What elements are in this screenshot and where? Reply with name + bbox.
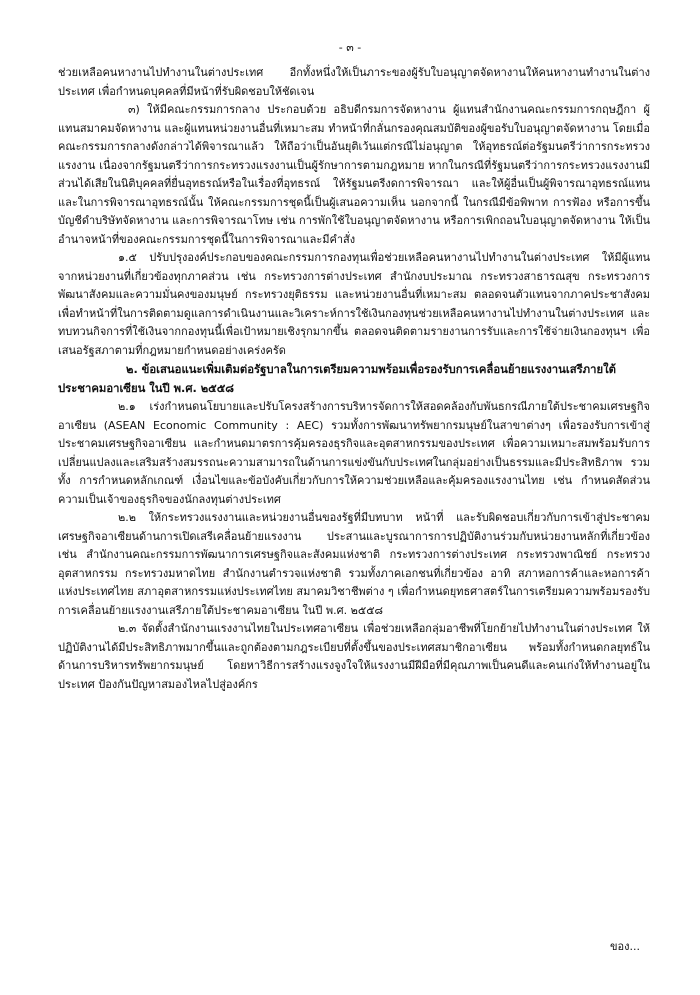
paragraph-2-2: ๒.๒ ให้กระทรวงแรงงานและหน่วยงานอื่นของรัฐที่มีบทบาท หน้าที่ และรับผิดชอบเกี่ยวกับการเข้าสู่ประชาคมเศรษฐกิจอาเซียนด้านการเปิดเสรีเคลื่อนย้ายแรงงาน ประสานและบูรณาการการปฏิบัติงานร่วมกับหน่วยงานหลักที่เกี่ยวข้อง เช่น สำนักงานคณะกรรมการพัฒนาการเศรษฐกิจและสังคมแห่งชาติ กระทรวงการต่างประเทศ กระทรวงพาณิชย์ กระทรวงอุตสาหกรรม กระทรวงมหาดไทย สำนักงานตำรวจแห่งชาติ รวมทั้งภาคเอกชนที่เกี่ยวข้อง อาทิ สภาหอการค้าและหอการค้าแห่งประเทศไทย สภาอุตสาหกรรมแห่งประเทศไทย สมาคมวิชาชีพต่าง ๆ เพื่อกำหนดยุทธศาสตร์ในการเตรียมความพร้อมรองรับการเคลื่อนย้ายแรงงานเสรีภายใต้ประชาคมอาเซียน ในปี พ.ศ. ๒๕๕๘ — [58, 511, 650, 617]
paragraph-2-3: ๒.๓ จัดตั้งสำนักงานแรงงานไทยในประเทศอาเซียน เพื่อช่วยเหลือกลุ่มอาชีพที่โยกย้ายไปทำงานในต่างประเทศ ให้ปฏิบัติงานได้มีประสิทธิภาพมากขึ้นและถูกต้องตามกฎระเบียบที่ตั้งขึ้นของประเทศสมาชิกอาเซียน พร้อมทั้งกำหนดกลยุทธ์ในด้านการบริหารทรัพยากรมนุษย์ โดยหาวิธีการสร้างแรงจูงใจให้แรงงานมีฝีมือที่มีคุณภาพเป็นคนดีและคนเก่งให้ทำงานอยู่ในประเทศ ป้องกันปัญหาสมองไหลไปสู่องค์กร — [58, 622, 650, 691]
section-heading-2: ๒. ข้อเสนอแนะเพิ่มเติมต่อรัฐบาลในการเตรียมความพร้อมเพื่อรองรับการเคลื่อนย้ายแรงงานเสรีภายใต้ประชาคมอาเซียน ในปี พ.ศ. ๒๕๕๘ — [58, 363, 616, 395]
paragraph-2-1: ๒.๑ เร่งกำหนดนโยบายและปรับโครงสร้างการบริหารจัดการให้สอดคล้องกับพันธกรณีภายใต้ประชาคมเศรษฐกิจอาเซียน (ASEAN Economic Community : AEC) รวมทั้งการพัฒนาทรัพยากรมนุษย์ในสาขาต่างๆ เพื่อรองรับการเข้าสู่ประชาคมเศรษฐกิจอาเซียน และกำหนดมาตรการคุ้มครองธุรกิจและอุตสาหกรรมของประเทศ เพื่อความเหมาะสมพร้อมรับการเปลี่ยนแปลงและเสริมสร้างสมรรถนะความสามารถในด้านการแข่งขันกับประเทศในกลุ่มอย่างเป็นธรรมและมีประสิทธิภาพ รวมทั้ง การกำหนดหลักเกณฑ์ เงื่อนไขและข้อบังคับเกี่ยวกับการให้ความช่วยเหลือและคุ้มครองแรงงานไทย เช่น กำหนดสัดส่วนความเป็นเจ้าของธุรกิจของนักลงทุนต่างประเทศ — [58, 400, 650, 506]
document-body — [58, 64, 650, 694]
paragraph-1-5: ๑.๕ ปรับปรุงองค์ประกอบของคณะกรรมการกองทุนเพื่อช่วยเหลือคนหางานไปทำงานในต่างประเทศ ให้มีผู้แทนจากหน่วยงานที่เกี่ยวข้องทุกภาคส่วน เช่น กระทรวงการต่างประเทศ สำนักงบประมาณ กระทรวงสาธารณสุข กระทรวงการพัฒนาสังคมและความมั่นคงของมนุษย์ กระทรวงยุติธรรม และหน่วยงานอื่นที่เหมาะสม ตลอดจนตัวแทนจากภาคประชาสังคม เพื่อทำหน้าที่ในการติดตามดูแลการดำเนินงานและวิเคราะห์การใช้เงินกองทุนช่วยเหลือคนหางานไปทำงานในต่างประเทศ และทบทวนกิจการที่ใช้เงินจากกองทุนนี้เพื่อเป้าหมายเชิงรุกมากขึ้น ตลอดจนติดตามรายงานการรับและการใช้จ่ายเงินกองทุนฯ เพื่อเสนอรัฐสภาตามที่กฎหมายกำหนดอย่างเคร่งครัด — [58, 251, 650, 357]
paragraph-top: ช่วยเหลือคนหางานไปทำงานในต่างประเทศ อีกทั้งหนึ่งให้เป็นภาระของผู้รับใบอนุญาตจัดหางานให้คนหางานทำงานในต่างประเทศ เพื่อกำหนดบุคคลที่มีหน้าที่รับผิดชอบให้ชัดเจน — [58, 66, 650, 98]
continuation-marker: ของ... — [610, 940, 640, 953]
paragraph-item-3: ๓) ให้มีคณะกรรมการกลาง ประกอบด้วย อธิบดีกรมการจัดหางาน ผู้แทนสำนักงานคณะกรรมการกฤษฎีกา ผู้แทนสมาคมจัดหางาน และผู้แทนหน่วยงานอื่นที่เหมาะสม ทำหน้าที่กลั่นกรองคุณสมบัติของผู้ขอรับใบอนุญาตจัดหางาน โดยเมื่อคณะกรรมการกลางดังกล่าวได้พิจารณาแล้ว ให้ถือว่าเป็นอันยุติเว้นแต่กรณีไม่อนุญาต ให้อุทธรณ์ต่อรัฐมนตรีว่าการกระทรวงแรงงาน เนื่องจากรัฐมนตรีว่าการกระทรวงแรงงานเป็นผู้รักษาการตามกฎหมาย หากในกรณีที่รัฐมนตรีว่าการกระทรวงแรงงานมีส่วนได้เสียในนิติบุคคลที่ยื่นอุทธรณ์หรือในเรื่องที่อุทธรณ์ ให้รัฐมนตรีงดการพิจารณา และให้ผู้อื่นเป็นผู้พิจารณาอุทธรณ์แทน และในการพิจารณาอุทธรณ์นั้น ให้คณะกรรมการชุดนี้เป็นผู้เสนอความเห็น นอกจากนี้ ในกรณีมีข้อพิพาท การฟ้อง หรือการขึ้นบัญชีดำบริษัทจัดหางาน และการพิจารณาโทษ เช่น การพักใช้ใบอนุญาตจัดหางาน หรือการเพิกถอนใบอนุญาตจัดหางาน ให้เป็นอำนาจหน้าที่ของคณะกรรมการชุดนี้ในการพิจารณาและมีคำสั่ง — [58, 103, 650, 246]
page-number: - ๓ - — [338, 41, 362, 54]
